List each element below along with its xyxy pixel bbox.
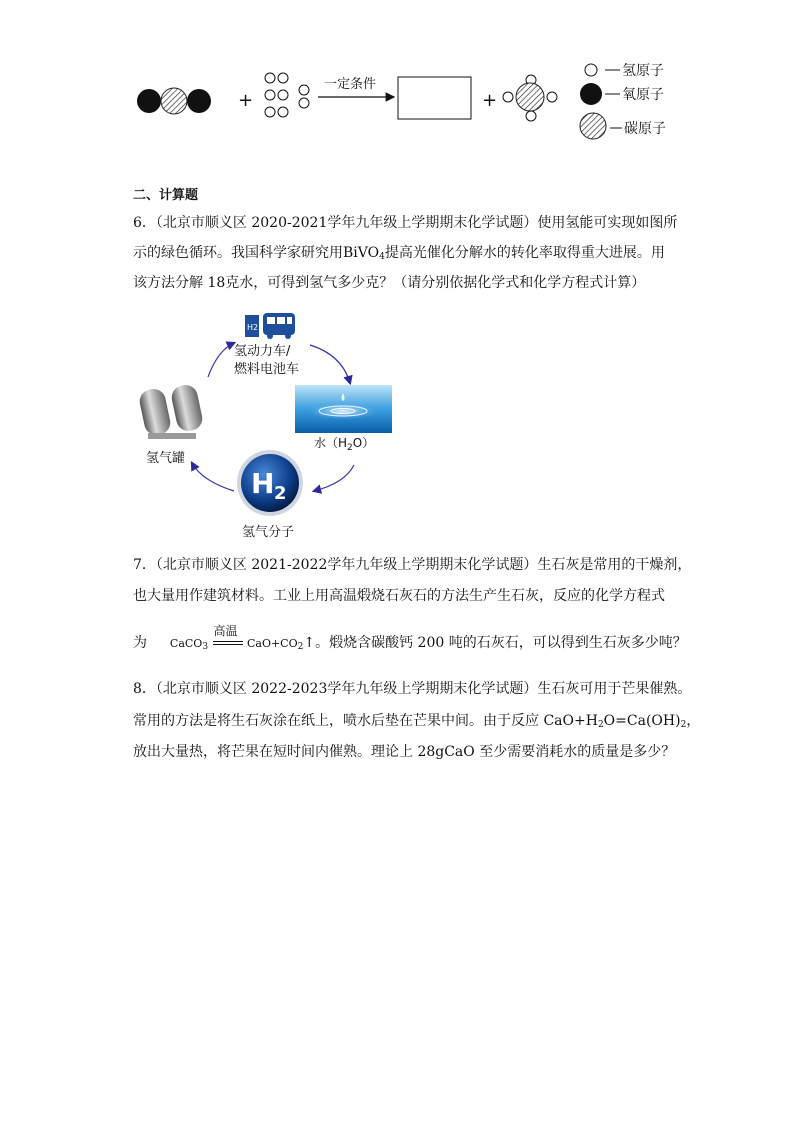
- water-drop-image: [295, 385, 392, 433]
- q7-line-1: 7．（北京市顺义区 2021-2022学年九年级上学期期末化学试题）生石灰是常用的干燥剂，: [133, 557, 692, 573]
- eq-condition-sign: 高温: [213, 636, 243, 650]
- carbon-legend-swatch: [580, 113, 606, 139]
- section-heading: 二、计算题: [133, 188, 199, 203]
- cycle-arrow: [208, 343, 234, 377]
- co2-molecule: [137, 88, 211, 114]
- eq-left: CaCO$_3$: [169, 637, 209, 652]
- q7-line-3: 为 CaCO$_3$ 高温 $CaO+CO_2↑$。煅烧含碳酸钙 200 吨的石灰石，可以得到生石灰多少吨？: [133, 624, 687, 652]
- oxygen-legend-swatch: [580, 83, 602, 105]
- plus-sign: +: [482, 90, 498, 111]
- hydrogen-tank-image: [138, 383, 205, 439]
- q6-line-2: 示的绿色循环。我国科学家研究用BiVO$_4$提高光催化分解水的转化率取得重大进展。用: [133, 245, 665, 262]
- legend-oxygen-label: 氧原子: [622, 87, 664, 103]
- hydrogen-legend-swatch: [585, 64, 597, 76]
- car-label-line-2: 燃料电池车: [234, 362, 300, 377]
- oxygen-atom: [187, 89, 211, 113]
- tank-label: 氢气罐: [146, 451, 186, 466]
- hydrogen-molecule-ball: [237, 450, 303, 516]
- h2-sign-icon: [245, 315, 259, 337]
- hydrogen-molecules: [265, 73, 309, 117]
- q8-line-3: 放出大量热，将芒果在短时间内催熟。理论上 28gCaO 至少需要消耗水的质量是多少？: [133, 744, 676, 760]
- plus-sign: +: [238, 90, 254, 111]
- q6-line-3: 该方法分解 18克水，可得到氢气多少克？（请分别依据化学式和化学方程式计算）: [133, 275, 646, 291]
- q8-line-2: 常用的方法是将生石灰涂在纸上，喷水后垫在芒果中间。由于反应 $CaO+H_2O=Ca(OH)_2$，: [133, 713, 701, 730]
- car-label-line-1: 氢动力车/: [234, 344, 291, 359]
- atom-legend: [580, 64, 622, 139]
- cycle-arrow: [192, 463, 234, 491]
- legend-hydrogen-label: 氢原子: [622, 63, 664, 79]
- q8-line-1: 8．（北京市顺义区 2022-2023学年九年级上学期期末化学试题）生石灰可用于芒果催熟。: [133, 681, 692, 697]
- legend-carbon-label: 碳原子: [624, 121, 666, 137]
- bus-icon: [263, 313, 295, 339]
- product-blank-box: [398, 77, 471, 119]
- cycle-arrow: [310, 345, 350, 383]
- reaction-diagram: [0, 0, 794, 150]
- hydrogen-cycle-figure: [130, 305, 400, 545]
- eq-right: $CaO+CO_2↑$: [246, 635, 316, 652]
- cycle-arrow: [314, 465, 354, 491]
- water-label: 水$(H_2O)$: [314, 436, 375, 453]
- svg-text:H2: H2: [247, 323, 259, 332]
- svg-text:H: H: [251, 467, 275, 500]
- q6-line-1: 6．（北京市顺义区 2020-2021学年九年级上学期期末化学试题）使用氢能可实现如图所: [133, 215, 678, 231]
- q7-line-2: 也大量用作建筑材料。工业上用高温煅烧石灰石的方法生产生石灰，反应的化学方程式: [133, 588, 665, 604]
- methane-molecule: [503, 75, 557, 121]
- reaction-condition: 一定条件: [324, 77, 377, 92]
- oxygen-atom: [137, 89, 161, 113]
- molecule-label: 氢气分子: [242, 525, 295, 540]
- carbon-atom: [161, 88, 187, 114]
- svg-text:2: 2: [274, 483, 287, 504]
